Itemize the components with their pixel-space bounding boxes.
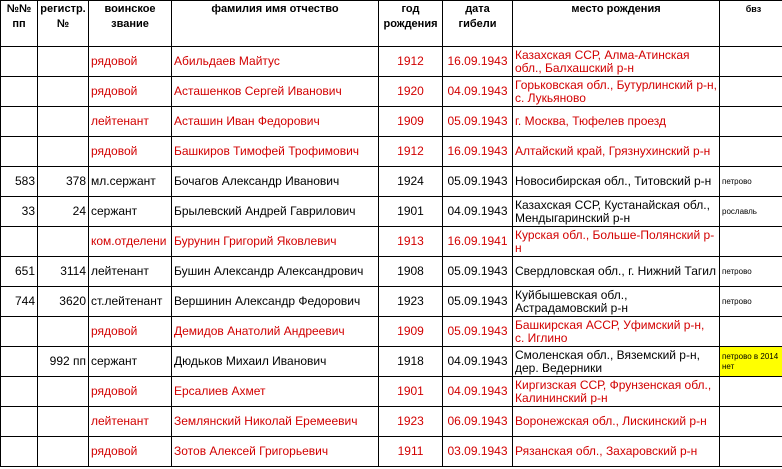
- table-row: [1, 227, 782, 257]
- cell-death: 04.09.1943: [443, 77, 513, 107]
- cell-num: [1, 317, 38, 347]
- cell-death: 05.09.1943: [443, 167, 513, 197]
- cell-born: 1911: [379, 437, 443, 467]
- cell-place: Смоленская обл., Вяземский р-н, дер. Ведерники: [513, 347, 720, 377]
- table-row: [1, 287, 782, 317]
- cell-born: 1909: [379, 107, 443, 137]
- cell-born: 1901: [379, 377, 443, 407]
- cell-rank: лейтенант: [89, 257, 172, 287]
- cell-name: Ерсалиев Ахмет: [172, 377, 379, 407]
- cell-num: 744: [1, 287, 38, 317]
- cell-bez: [720, 407, 782, 437]
- header-born: год рождения: [379, 1, 443, 47]
- cell-bez: петрово: [720, 167, 782, 197]
- cell-death: 16.09.1943: [443, 137, 513, 167]
- cell-death: 03.09.1943: [443, 437, 513, 467]
- cell-rank: ком.отделени: [89, 227, 172, 257]
- cell-reg: [38, 137, 89, 167]
- cell-name: Землянский Николай Еремеевич: [172, 407, 379, 437]
- header-bez: бвз: [720, 1, 782, 47]
- table-row: [1, 47, 782, 77]
- cell-name: Бочагов Александр Иванович: [172, 167, 379, 197]
- cell-death: 05.09.1943: [443, 107, 513, 137]
- cell-reg: [38, 377, 89, 407]
- cell-rank: лейтенант: [89, 107, 172, 137]
- cell-reg: 3620: [38, 287, 89, 317]
- header-rank: воинское звание: [89, 1, 172, 47]
- cell-death: 05.09.1943: [443, 287, 513, 317]
- cell-num: [1, 47, 38, 77]
- cell-place: Курская обл., Больше-Полянский р-н: [513, 227, 720, 257]
- cell-num: [1, 227, 38, 257]
- cell-num: [1, 377, 38, 407]
- header-name: фамилия имя отчество: [172, 1, 379, 47]
- header-row: [1, 1, 782, 47]
- cell-place: Куйбышевская обл., Астрадамовский р-н: [513, 287, 720, 317]
- table-row: [1, 137, 782, 167]
- cell-death: 05.09.1943: [443, 257, 513, 287]
- cell-reg: [38, 107, 89, 137]
- cell-num: [1, 347, 38, 377]
- cell-bez: [720, 47, 782, 77]
- cell-place: Горьковская обл., Бутурлинский р-н, с. Лукьяново: [513, 77, 720, 107]
- cell-place: Новосибирская обл., Титовский р-н: [513, 167, 720, 197]
- cell-rank: рядовой: [89, 47, 172, 77]
- cell-num: 583: [1, 167, 38, 197]
- cell-rank: рядовой: [89, 437, 172, 467]
- cell-place: Воронежская обл., Лискинский р-н: [513, 407, 720, 437]
- cell-reg: [38, 47, 89, 77]
- cell-num: 33: [1, 197, 38, 227]
- cell-rank: рядовой: [89, 317, 172, 347]
- cell-born: 1923: [379, 407, 443, 437]
- cell-place: Казахская ССР, Алма-Атинская обл., Балхашский р-н: [513, 47, 720, 77]
- cell-num: [1, 77, 38, 107]
- cell-num: [1, 407, 38, 437]
- cell-reg: 3114: [38, 257, 89, 287]
- cell-rank: сержант: [89, 347, 172, 377]
- table-row: [1, 167, 782, 197]
- table-row: [1, 197, 782, 227]
- cell-bez: петрово: [720, 287, 782, 317]
- cell-born: 1909: [379, 317, 443, 347]
- cell-name: Вершинин Александр Федорович: [172, 287, 379, 317]
- cell-born: 1908: [379, 257, 443, 287]
- cell-num: [1, 437, 38, 467]
- cell-reg: [38, 437, 89, 467]
- table-row: [1, 437, 782, 467]
- cell-reg: [38, 317, 89, 347]
- cell-place: Казахская ССР, Кустанайская обл., Мендыгаринский р-н: [513, 197, 720, 227]
- table-row: [1, 377, 782, 407]
- table-row: [1, 317, 782, 347]
- cell-num: [1, 137, 38, 167]
- cell-death: 05.09.1943: [443, 317, 513, 347]
- cell-bez: [720, 377, 782, 407]
- cell-bez: [720, 107, 782, 137]
- cell-born: 1923: [379, 287, 443, 317]
- table-row: [1, 107, 782, 137]
- cell-born: 1901: [379, 197, 443, 227]
- cell-reg: 24: [38, 197, 89, 227]
- cell-num: [1, 107, 38, 137]
- cell-name: Абильдаев Майтус: [172, 47, 379, 77]
- cell-reg: [38, 407, 89, 437]
- cell-place: Башкирская АССР, Уфимский р-н, с. Иглино: [513, 317, 720, 347]
- cell-name: Асташин Иван Федорович: [172, 107, 379, 137]
- cell-bez: [720, 437, 782, 467]
- cell-born: 1913: [379, 227, 443, 257]
- table-row: [1, 77, 782, 107]
- cell-name: Асташенков Сергей Иванович: [172, 77, 379, 107]
- table-row: [1, 257, 782, 287]
- cell-bez: [720, 317, 782, 347]
- cell-name: Демидов Анатолий Андреевич: [172, 317, 379, 347]
- cell-born: 1924: [379, 167, 443, 197]
- cell-place: Свердловская обл., г. Нижний Тагил: [513, 257, 720, 287]
- cell-place: г. Москва, Тюфелев проезд: [513, 107, 720, 137]
- table-body: [1, 47, 782, 467]
- cell-rank: рядовой: [89, 137, 172, 167]
- cell-rank: мл.сержант: [89, 167, 172, 197]
- cell-place: Киргизская ССР, Фрунзенская обл., Калининский р-н: [513, 377, 720, 407]
- cell-name: Бурунин Григорий Яковлевич: [172, 227, 379, 257]
- cell-death: 04.09.1943: [443, 377, 513, 407]
- cell-bez: [720, 227, 782, 257]
- cell-death: 16.09.1941: [443, 227, 513, 257]
- table-row: [1, 347, 782, 377]
- cell-name: Бушин Александр Александрович: [172, 257, 379, 287]
- cell-num: 651: [1, 257, 38, 287]
- cell-born: 1912: [379, 47, 443, 77]
- cell-bez: [720, 137, 782, 167]
- cell-place: Рязанская обл., Захаровский р-н: [513, 437, 720, 467]
- cell-born: 1920: [379, 77, 443, 107]
- cell-name: Дюдьков Михаил Иванович: [172, 347, 379, 377]
- cell-death: 16.09.1943: [443, 47, 513, 77]
- cell-reg: 992 пп: [38, 347, 89, 377]
- cell-reg: [38, 227, 89, 257]
- cell-rank: рядовой: [89, 77, 172, 107]
- cell-born: 1912: [379, 137, 443, 167]
- header-num: №№ пп: [1, 1, 38, 47]
- cell-name: Брылевский Андрей Гаврилович: [172, 197, 379, 227]
- cell-rank: лейтенант: [89, 407, 172, 437]
- header-death: дата гибели: [443, 1, 513, 47]
- cell-bez: петрово: [720, 257, 782, 287]
- cell-name: Зотов Алексей Григорьевич: [172, 437, 379, 467]
- cell-death: 04.09.1943: [443, 197, 513, 227]
- cell-bez: петрово в 2014 нет: [720, 347, 782, 377]
- cell-born: 1918: [379, 347, 443, 377]
- cell-rank: рядовой: [89, 377, 172, 407]
- cell-bez: рославль: [720, 197, 782, 227]
- cell-death: 06.09.1943: [443, 407, 513, 437]
- cell-name: Башкиров Тимофей Трофимович: [172, 137, 379, 167]
- cell-bez: [720, 77, 782, 107]
- cell-reg: 378: [38, 167, 89, 197]
- header-reg: регистр. №: [38, 1, 89, 47]
- cell-rank: ст.лейтенант: [89, 287, 172, 317]
- cell-reg: [38, 77, 89, 107]
- cell-rank: сержант: [89, 197, 172, 227]
- table-row: [1, 407, 782, 437]
- cell-place: Алтайский край, Грязнухинский р-н: [513, 137, 720, 167]
- cell-death: 04.09.1943: [443, 347, 513, 377]
- header-place: место рождения: [513, 1, 720, 47]
